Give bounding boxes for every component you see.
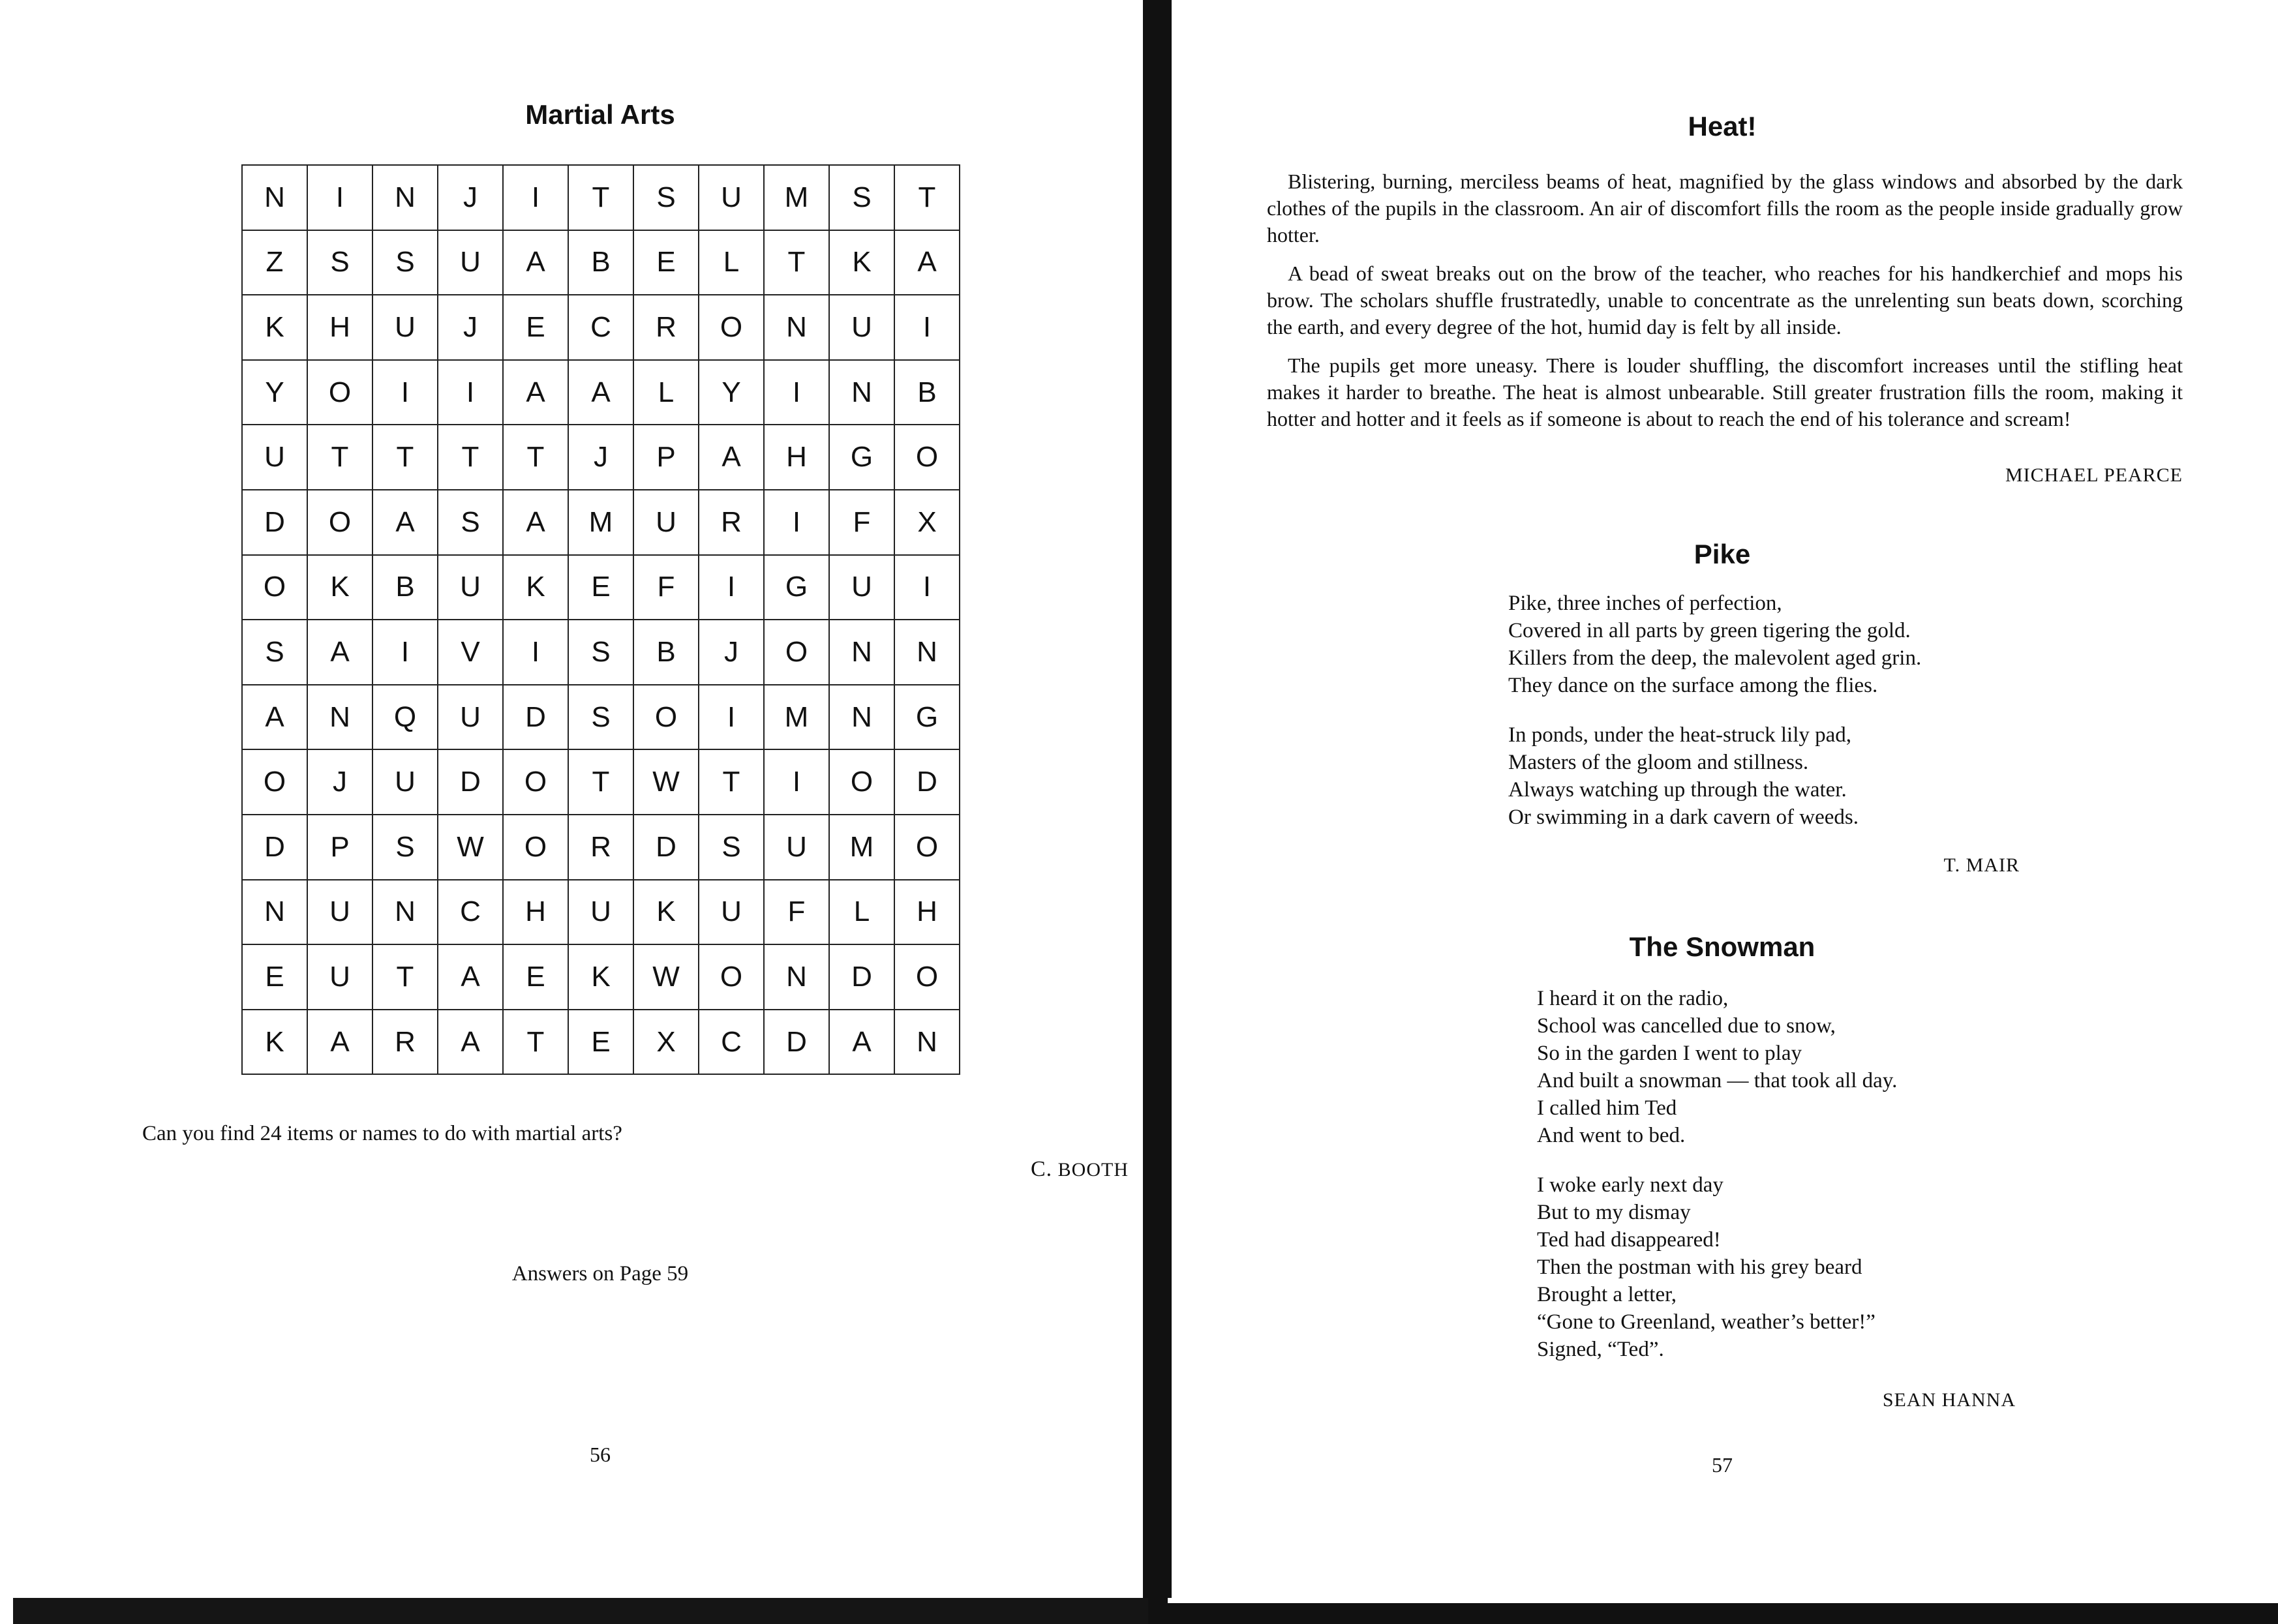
scan-border-bottom-right [1168, 1598, 2278, 1624]
grid-cell: E [503, 944, 568, 1010]
grid-cell: I [764, 490, 829, 555]
grid-cell: M [829, 815, 894, 880]
grid-cell: P [307, 815, 372, 880]
pike-poem [1508, 590, 1921, 853]
snowman-stanza-1 [1537, 985, 1897, 1149]
poem-line: I called him Ted [1537, 1096, 1677, 1120]
grid-cell: U [764, 815, 829, 880]
grid-cell: T [503, 425, 568, 490]
grid-cell: T [568, 165, 633, 230]
grid-cell: B [894, 360, 960, 425]
grid-cell: B [372, 555, 438, 620]
grid-cell: M [568, 490, 633, 555]
grid-cell: R [699, 490, 764, 555]
grid-cell: T [764, 230, 829, 295]
grid-cell: D [633, 815, 699, 880]
grid-cell: H [307, 295, 372, 360]
snowman-title: The Snowman [1629, 931, 1815, 962]
grid-cell: U [829, 295, 894, 360]
poem-line: But to my dismay [1537, 1201, 1691, 1224]
grid-row [242, 555, 960, 620]
grid-cell: I [764, 360, 829, 425]
grid-cell: O [242, 749, 307, 815]
grid-cell: T [568, 749, 633, 815]
grid-cell: J [307, 749, 372, 815]
grid-cell: O [307, 490, 372, 555]
grid-cell: K [242, 295, 307, 360]
grid-cell: D [242, 815, 307, 880]
pike-stanza-1 [1508, 590, 1921, 699]
grid-cell: B [633, 620, 699, 685]
grid-cell: F [764, 880, 829, 945]
poem-line: Ted had disappeared! [1537, 1228, 1721, 1252]
grid-cell: T [372, 425, 438, 490]
grid-cell: G [764, 555, 829, 620]
grid-cell: A [894, 230, 960, 295]
grid-cell: T [699, 749, 764, 815]
poem-line: So in the garden I went to play [1537, 1042, 1802, 1065]
grid-cell: R [568, 815, 633, 880]
grid-row [242, 944, 960, 1010]
grid-cell: H [503, 880, 568, 945]
grid-cell: S [372, 230, 438, 295]
grid-cell: S [307, 230, 372, 295]
grid-row [242, 230, 960, 295]
grid-cell: V [438, 620, 503, 685]
grid-cell: I [372, 620, 438, 685]
grid-cell: T [307, 425, 372, 490]
grid-cell: U [307, 944, 372, 1010]
grid-cell: O [503, 749, 568, 815]
poem-line: School was cancelled due to snow, [1537, 1014, 1836, 1038]
grid-cell: I [307, 165, 372, 230]
grid-cell: D [764, 1010, 829, 1075]
snowman-author: SEAN HANNA [1882, 1389, 2016, 1411]
poem-line: Or swimming in a dark cavern of weeds. [1508, 805, 1859, 829]
grid-cell: D [894, 749, 960, 815]
heat-essay [1267, 168, 2183, 444]
grid-cell: A [699, 425, 764, 490]
grid-cell: S [372, 815, 438, 880]
grid-row [242, 490, 960, 555]
grid-cell: W [633, 944, 699, 1010]
grid-cell: E [503, 295, 568, 360]
puzzle-author [1031, 1157, 1129, 1182]
grid-cell: K [568, 944, 633, 1010]
grid-cell: M [764, 685, 829, 750]
grid-cell: U [568, 880, 633, 945]
grid-cell: N [372, 880, 438, 945]
grid-row [242, 815, 960, 880]
grid-cell: L [633, 360, 699, 425]
pike-author: T. MAIR [1943, 854, 2020, 876]
heat-author: MICHAEL PEARCE [2005, 464, 2183, 486]
puzzle-question: Can you find 24 items or names to do with martial arts? [142, 1122, 622, 1145]
grid-cell: A [307, 620, 372, 685]
grid-cell: N [829, 360, 894, 425]
grid-cell: S [699, 815, 764, 880]
grid-cell: X [633, 1010, 699, 1075]
grid-cell: K [242, 1010, 307, 1075]
grid-cell: N [764, 295, 829, 360]
grid-cell: N [829, 620, 894, 685]
poem-line: Pike, three inches of perfection, [1508, 592, 1782, 615]
grid-cell: A [503, 360, 568, 425]
grid-cell: A [568, 360, 633, 425]
grid-cell: N [307, 685, 372, 750]
poem-line: I woke early next day [1537, 1173, 1724, 1197]
poem-line: In ponds, under the heat-struck lily pad, [1508, 723, 1852, 747]
grid-cell: A [503, 230, 568, 295]
grid-cell: F [633, 555, 699, 620]
grid-row [242, 749, 960, 815]
grid-cell: U [438, 230, 503, 295]
grid-cell: R [372, 1010, 438, 1075]
grid-cell: L [829, 880, 894, 945]
grid-cell: N [894, 620, 960, 685]
grid-cell: O [764, 620, 829, 685]
grid-cell: U [307, 880, 372, 945]
grid-cell: S [438, 490, 503, 555]
grid-cell: I [503, 620, 568, 685]
grid-cell: F [829, 490, 894, 555]
poem-line: “Gone to Greenland, weather’s better!” [1537, 1310, 1876, 1334]
grid-cell: N [242, 165, 307, 230]
heat-title: Heat! [1688, 111, 1757, 142]
grid-cell: H [764, 425, 829, 490]
grid-cell: U [699, 165, 764, 230]
grid-cell: D [438, 749, 503, 815]
grid-cell: N [894, 1010, 960, 1075]
grid-cell: S [242, 620, 307, 685]
heat-paragraph: The pupils get more uneasy. There is louder shuffling, the discomfort increases until the stifling heat makes it harder to breathe. The heat is almost unbearable. Still greater frustration fills the room, making it hotter and hotter and it feels as if someone is about to reach the end of his tolerance and scream! [1267, 353, 2183, 430]
grid-cell: U [633, 490, 699, 555]
grid-cell: S [568, 685, 633, 750]
poem-line: And built a snowman — that took all day. [1537, 1069, 1898, 1092]
poem-line: And went to bed. [1537, 1124, 1686, 1147]
grid-cell: T [372, 944, 438, 1010]
grid-cell: K [307, 555, 372, 620]
grid-cell: E [633, 230, 699, 295]
grid-cell: K [503, 555, 568, 620]
grid-cell: W [633, 749, 699, 815]
grid-cell: A [372, 490, 438, 555]
grid-cell: E [568, 555, 633, 620]
grid-cell: C [699, 1010, 764, 1075]
grid-cell: O [894, 944, 960, 1010]
heat-paragraph: Blistering, burning, merciless beams of heat, magnified by the glass windows and absorbed by the dark clothes of the pupils in the classroom. An air of discomfort fills the room as the people inside gradually grow hotter. [1267, 170, 2183, 247]
grid-cell: H [894, 880, 960, 945]
grid-cell: L [699, 230, 764, 295]
grid-cell: W [438, 815, 503, 880]
grid-row [242, 165, 960, 230]
snowman-stanza-2 [1537, 1171, 1897, 1363]
grid-cell: B [568, 230, 633, 295]
poem-line: Then the postman with his grey beard [1537, 1256, 1862, 1279]
grid-cell: A [242, 685, 307, 750]
grid-cell: Y [242, 360, 307, 425]
puzzle-title: Martial Arts [525, 99, 675, 130]
grid-cell: T [438, 425, 503, 490]
grid-cell: D [503, 685, 568, 750]
grid-cell: X [894, 490, 960, 555]
grid-cell: J [568, 425, 633, 490]
page-number-left: 56 [590, 1443, 611, 1466]
page-number-right: 57 [1712, 1453, 1733, 1477]
poem-line: Brought a letter, [1537, 1283, 1677, 1306]
pike-stanza-2 [1508, 721, 1921, 831]
grid-cell: T [503, 1010, 568, 1075]
grid-cell: O [699, 944, 764, 1010]
grid-cell: S [829, 165, 894, 230]
grid-cell: I [894, 295, 960, 360]
grid-cell: S [633, 165, 699, 230]
grid-cell: I [764, 749, 829, 815]
grid-cell: U [372, 749, 438, 815]
book-spine [1143, 0, 1172, 1624]
grid-cell: G [894, 685, 960, 750]
grid-cell: A [307, 1010, 372, 1075]
poem-line: Covered in all parts by green tigering the gold. [1508, 619, 1911, 642]
grid-cell: D [242, 490, 307, 555]
grid-row [242, 685, 960, 750]
grid-cell: E [242, 944, 307, 1010]
poem-line: Masters of the gloom and stillness. [1508, 751, 1809, 774]
grid-cell: I [438, 360, 503, 425]
grid-cell: I [699, 685, 764, 750]
grid-cell: I [894, 555, 960, 620]
poem-line: Signed, “Ted”. [1537, 1338, 1664, 1361]
grid-cell: O [829, 749, 894, 815]
grid-row [242, 295, 960, 360]
grid-cell: K [829, 230, 894, 295]
poem-line: Always watching up through the water. [1508, 778, 1847, 802]
grid-cell: I [699, 555, 764, 620]
grid-cell: R [633, 295, 699, 360]
grid-cell: N [242, 880, 307, 945]
grid-row [242, 880, 960, 945]
puzzle-author-initial: C. [1030, 1157, 1053, 1181]
grid-cell: N [764, 944, 829, 1010]
grid-cell: O [633, 685, 699, 750]
grid-cell: T [894, 165, 960, 230]
grid-cell: M [764, 165, 829, 230]
snowman-poem [1537, 985, 1897, 1385]
grid-cell: U [438, 555, 503, 620]
grid-cell: A [829, 1010, 894, 1075]
grid-cell: A [503, 490, 568, 555]
grid-cell: A [438, 1010, 503, 1075]
scan-border-bottom-left [13, 1598, 1148, 1624]
grid-cell: O [699, 295, 764, 360]
grid-row [242, 1010, 960, 1075]
grid-cell: N [372, 165, 438, 230]
answers-note: Answers on Page 59 [511, 1262, 689, 1286]
grid-cell: U [699, 880, 764, 945]
grid-cell: U [438, 685, 503, 750]
pike-title: Pike [1693, 539, 1751, 569]
grid-cell: O [894, 425, 960, 490]
grid-cell: Q [372, 685, 438, 750]
grid-cell: O [894, 815, 960, 880]
grid-cell: C [568, 295, 633, 360]
grid-cell: Y [699, 360, 764, 425]
grid-cell: N [829, 685, 894, 750]
poem-line: Killers from the deep, the malevolent aged grin. [1508, 646, 1922, 670]
puzzle-author-surname: BOOTH [1057, 1159, 1129, 1180]
grid-cell: D [829, 944, 894, 1010]
grid-cell: K [633, 880, 699, 945]
grid-cell: I [503, 165, 568, 230]
grid-cell: P [633, 425, 699, 490]
grid-cell: G [829, 425, 894, 490]
word-search-grid [241, 164, 960, 1075]
poem-line: They dance on the surface among the flies. [1508, 674, 1878, 697]
grid-cell: O [503, 815, 568, 880]
grid-cell: J [699, 620, 764, 685]
grid-cell: J [438, 165, 503, 230]
grid-cell: J [438, 295, 503, 360]
grid-row [242, 360, 960, 425]
grid-cell: U [372, 295, 438, 360]
grid-cell: U [829, 555, 894, 620]
grid-cell: O [307, 360, 372, 425]
heat-paragraph: A bead of sweat breaks out on the brow of the teacher, who reaches for his handkerchief and mops his brow. The scholars shuffle frustratedly, unable to concentrate as the unrelenting sun beats down, scorching the earth, and every degree of the hot, humid day is felt by all inside. [1267, 262, 2183, 338]
grid-cell: S [568, 620, 633, 685]
grid-row [242, 620, 960, 685]
grid-cell: I [372, 360, 438, 425]
grid-cell: A [438, 944, 503, 1010]
grid-row [242, 425, 960, 490]
grid-cell: O [242, 555, 307, 620]
grid-cell: U [242, 425, 307, 490]
grid-cell: E [568, 1010, 633, 1075]
grid-cell: Z [242, 230, 307, 295]
grid-cell: C [438, 880, 503, 945]
poem-line: I heard it on the radio, [1537, 987, 1729, 1010]
